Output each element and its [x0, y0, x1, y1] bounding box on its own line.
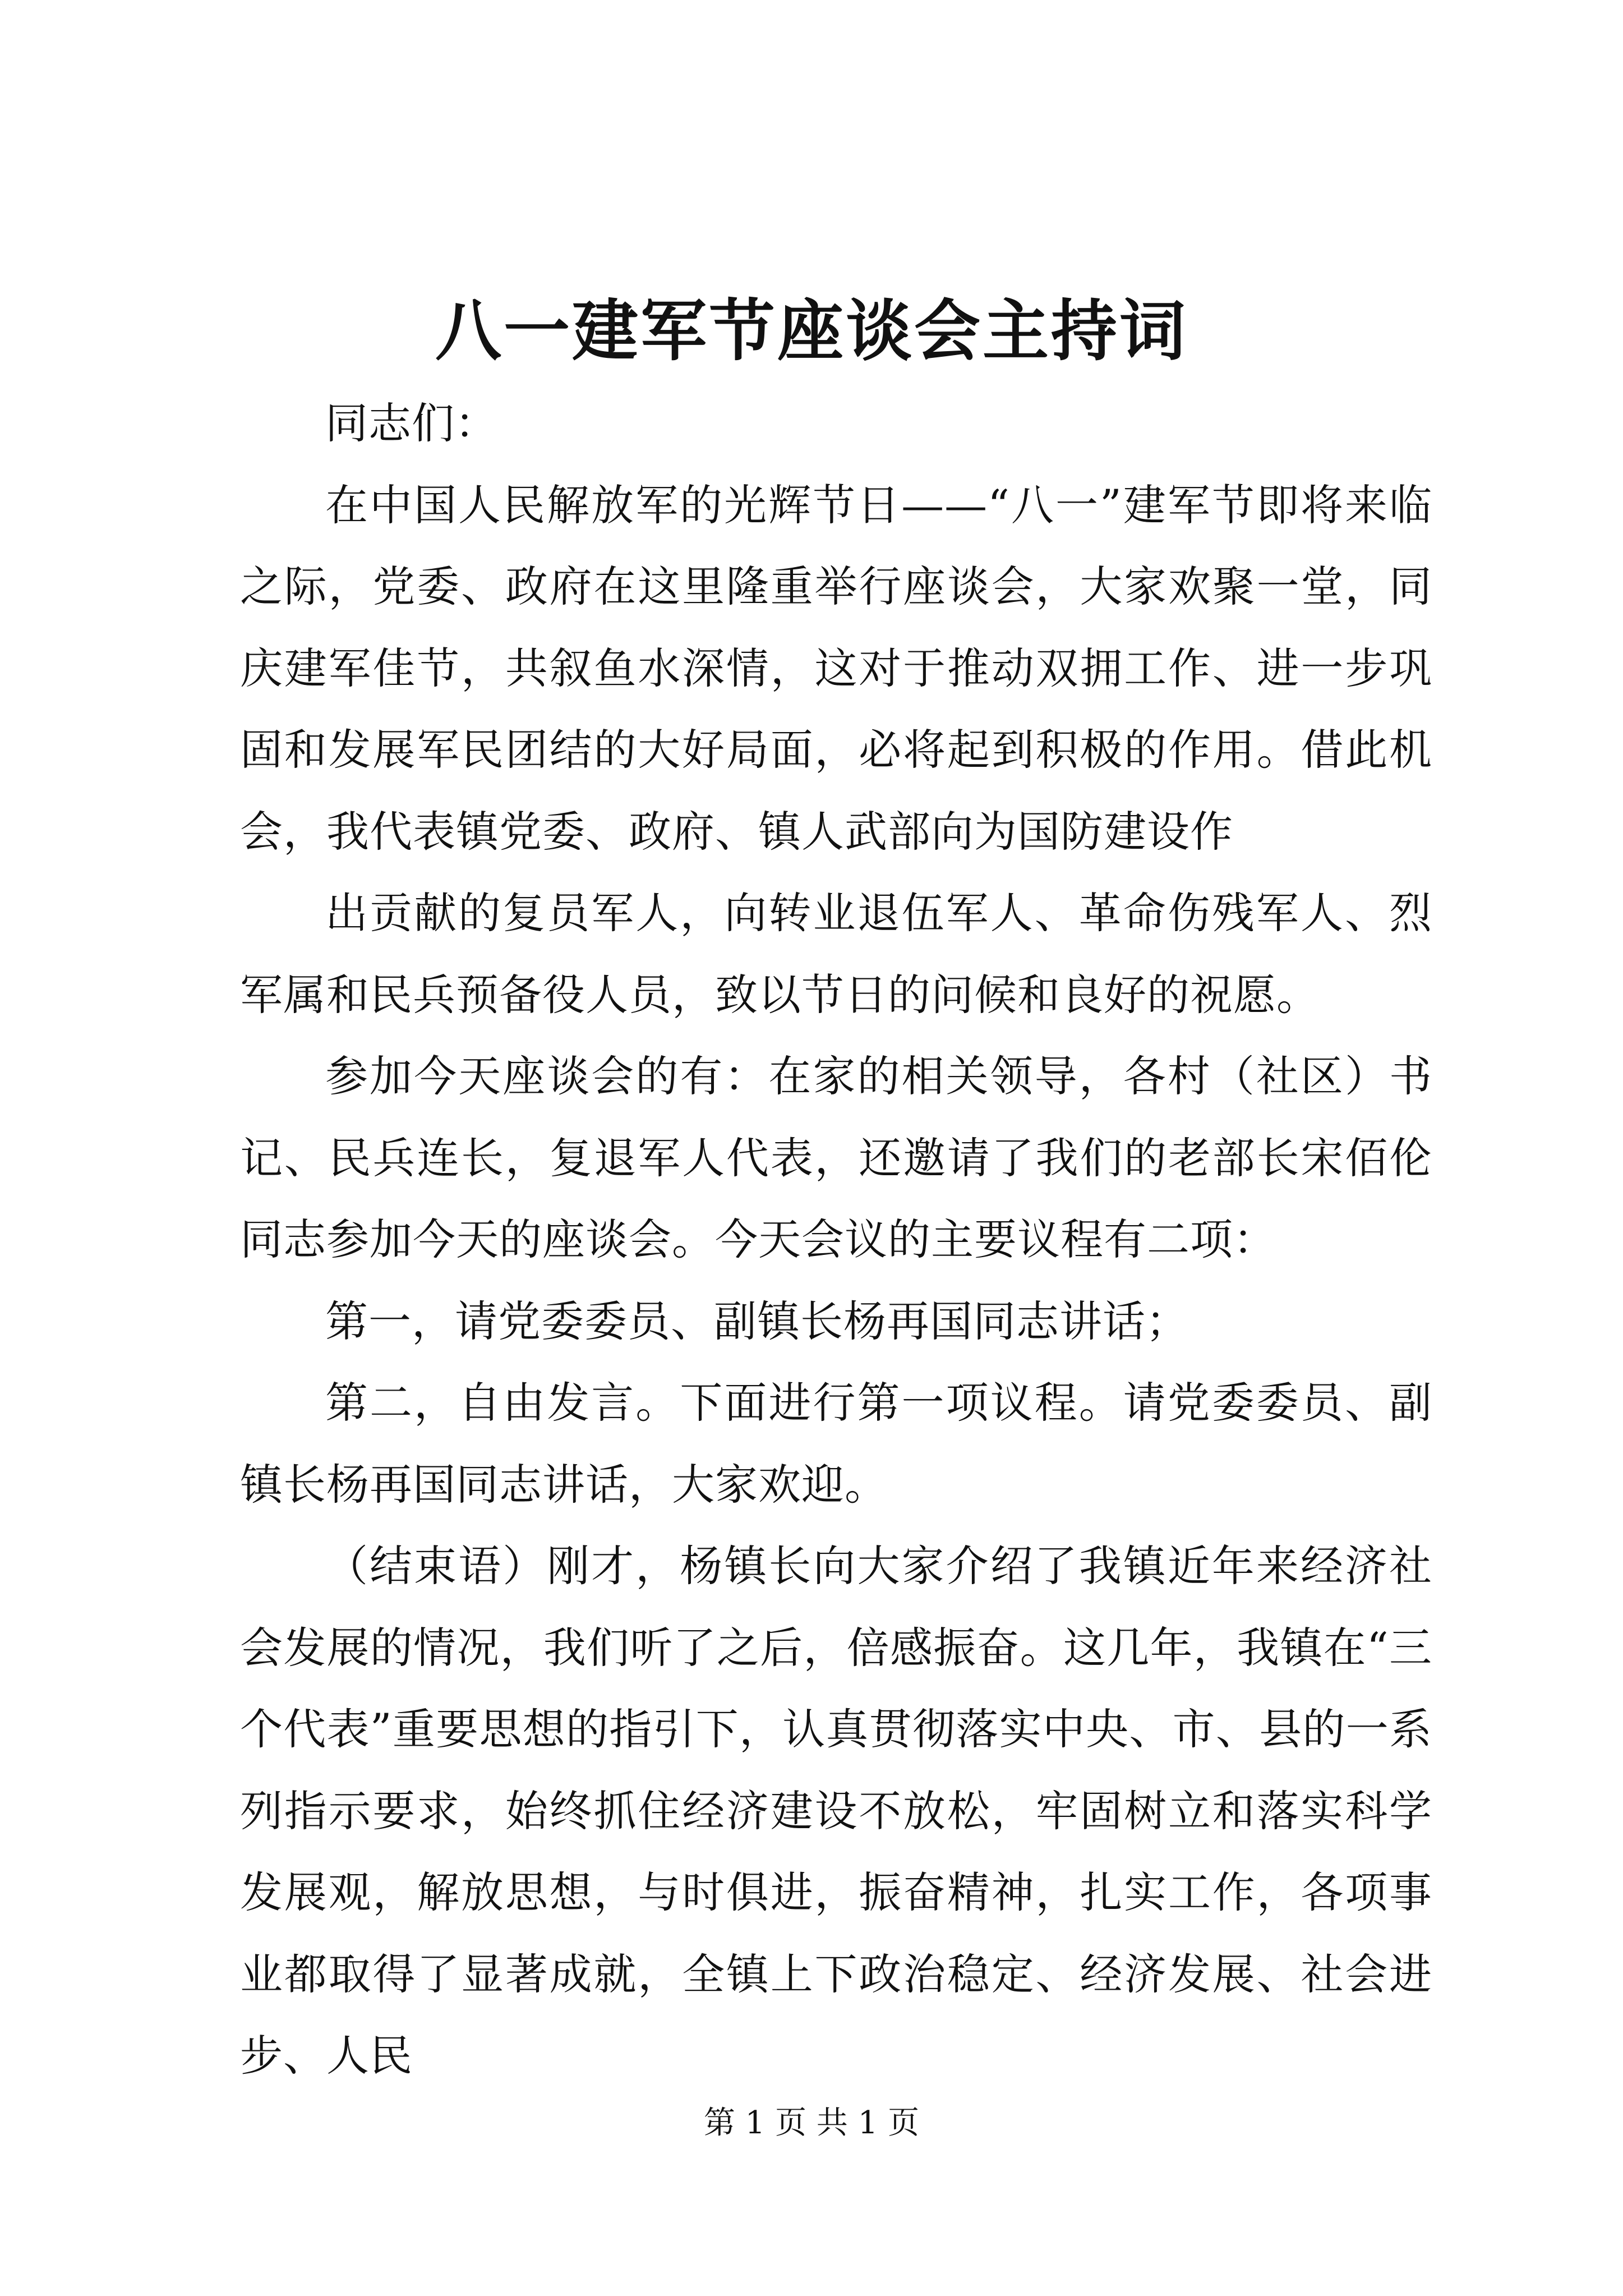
paragraph-greetings: 出贡献的复员军人，向转业退伍军人、革命伤残军人、烈军属和民兵预备役人员，致以节日的问候和良好的祝愿。: [240, 888, 1432, 1020]
paragraph-opening: 在中国人民解放军的光辉节日——“八一”建军节即将来临之际，党委、政府在这里隆重举行座谈会，大家欢聚一堂，同庆建军佳节，共叙鱼水深情，这对于推动双拥工作、进一步巩固和发展军民团结的大好局面，必将起到积极的作用。借此机会，我代表镇党委、政府、镇人武部向为国防建设作: [240, 480, 1432, 857]
page-footer: 第 1 页 共 1 页: [703, 2105, 920, 2141]
paragraph-salutation: 同志们：: [325, 398, 498, 448]
paragraph-closing-remarks: （结束语）刚才，杨镇长向大家介绍了我镇近年来经济社会发展的情况，我们听了之后，倍感振奋。这几年，我镇在“三个代表”重要思想的指引下，认真贯彻落实中央、市、县的一系列指示要求，始终抓住经济建设不放松，牢固树立和落实科学发展观，解放思想，与时俱进，振奋精神，扎实工作，各项事业都取得了显著成就，全镇上下政治稳定、经济发展、社会进步、人民: [240, 1541, 1432, 2081]
paragraph-agenda-item-1: 第一，请党委委员、副镇长杨再国同志讲话；: [325, 1296, 1189, 1346]
document-title: 八一建军节座谈会主持词: [435, 292, 1188, 370]
paragraph-agenda-item-2: 第二，自由发言。下面进行第一项议程。请党委委员、副镇长杨再国同志讲话，大家欢迎。: [240, 1378, 1432, 1510]
document-body: [240, 383, 1432, 2097]
paragraph-attendees: 参加今天座谈会的有：在家的相关领导，各村（社区）书记、民兵连长，复退军人代表，还邀请了我们的老部长宋佰伦同志参加今天的座谈会。今天会议的主要议程有二项：: [240, 1051, 1432, 1264]
